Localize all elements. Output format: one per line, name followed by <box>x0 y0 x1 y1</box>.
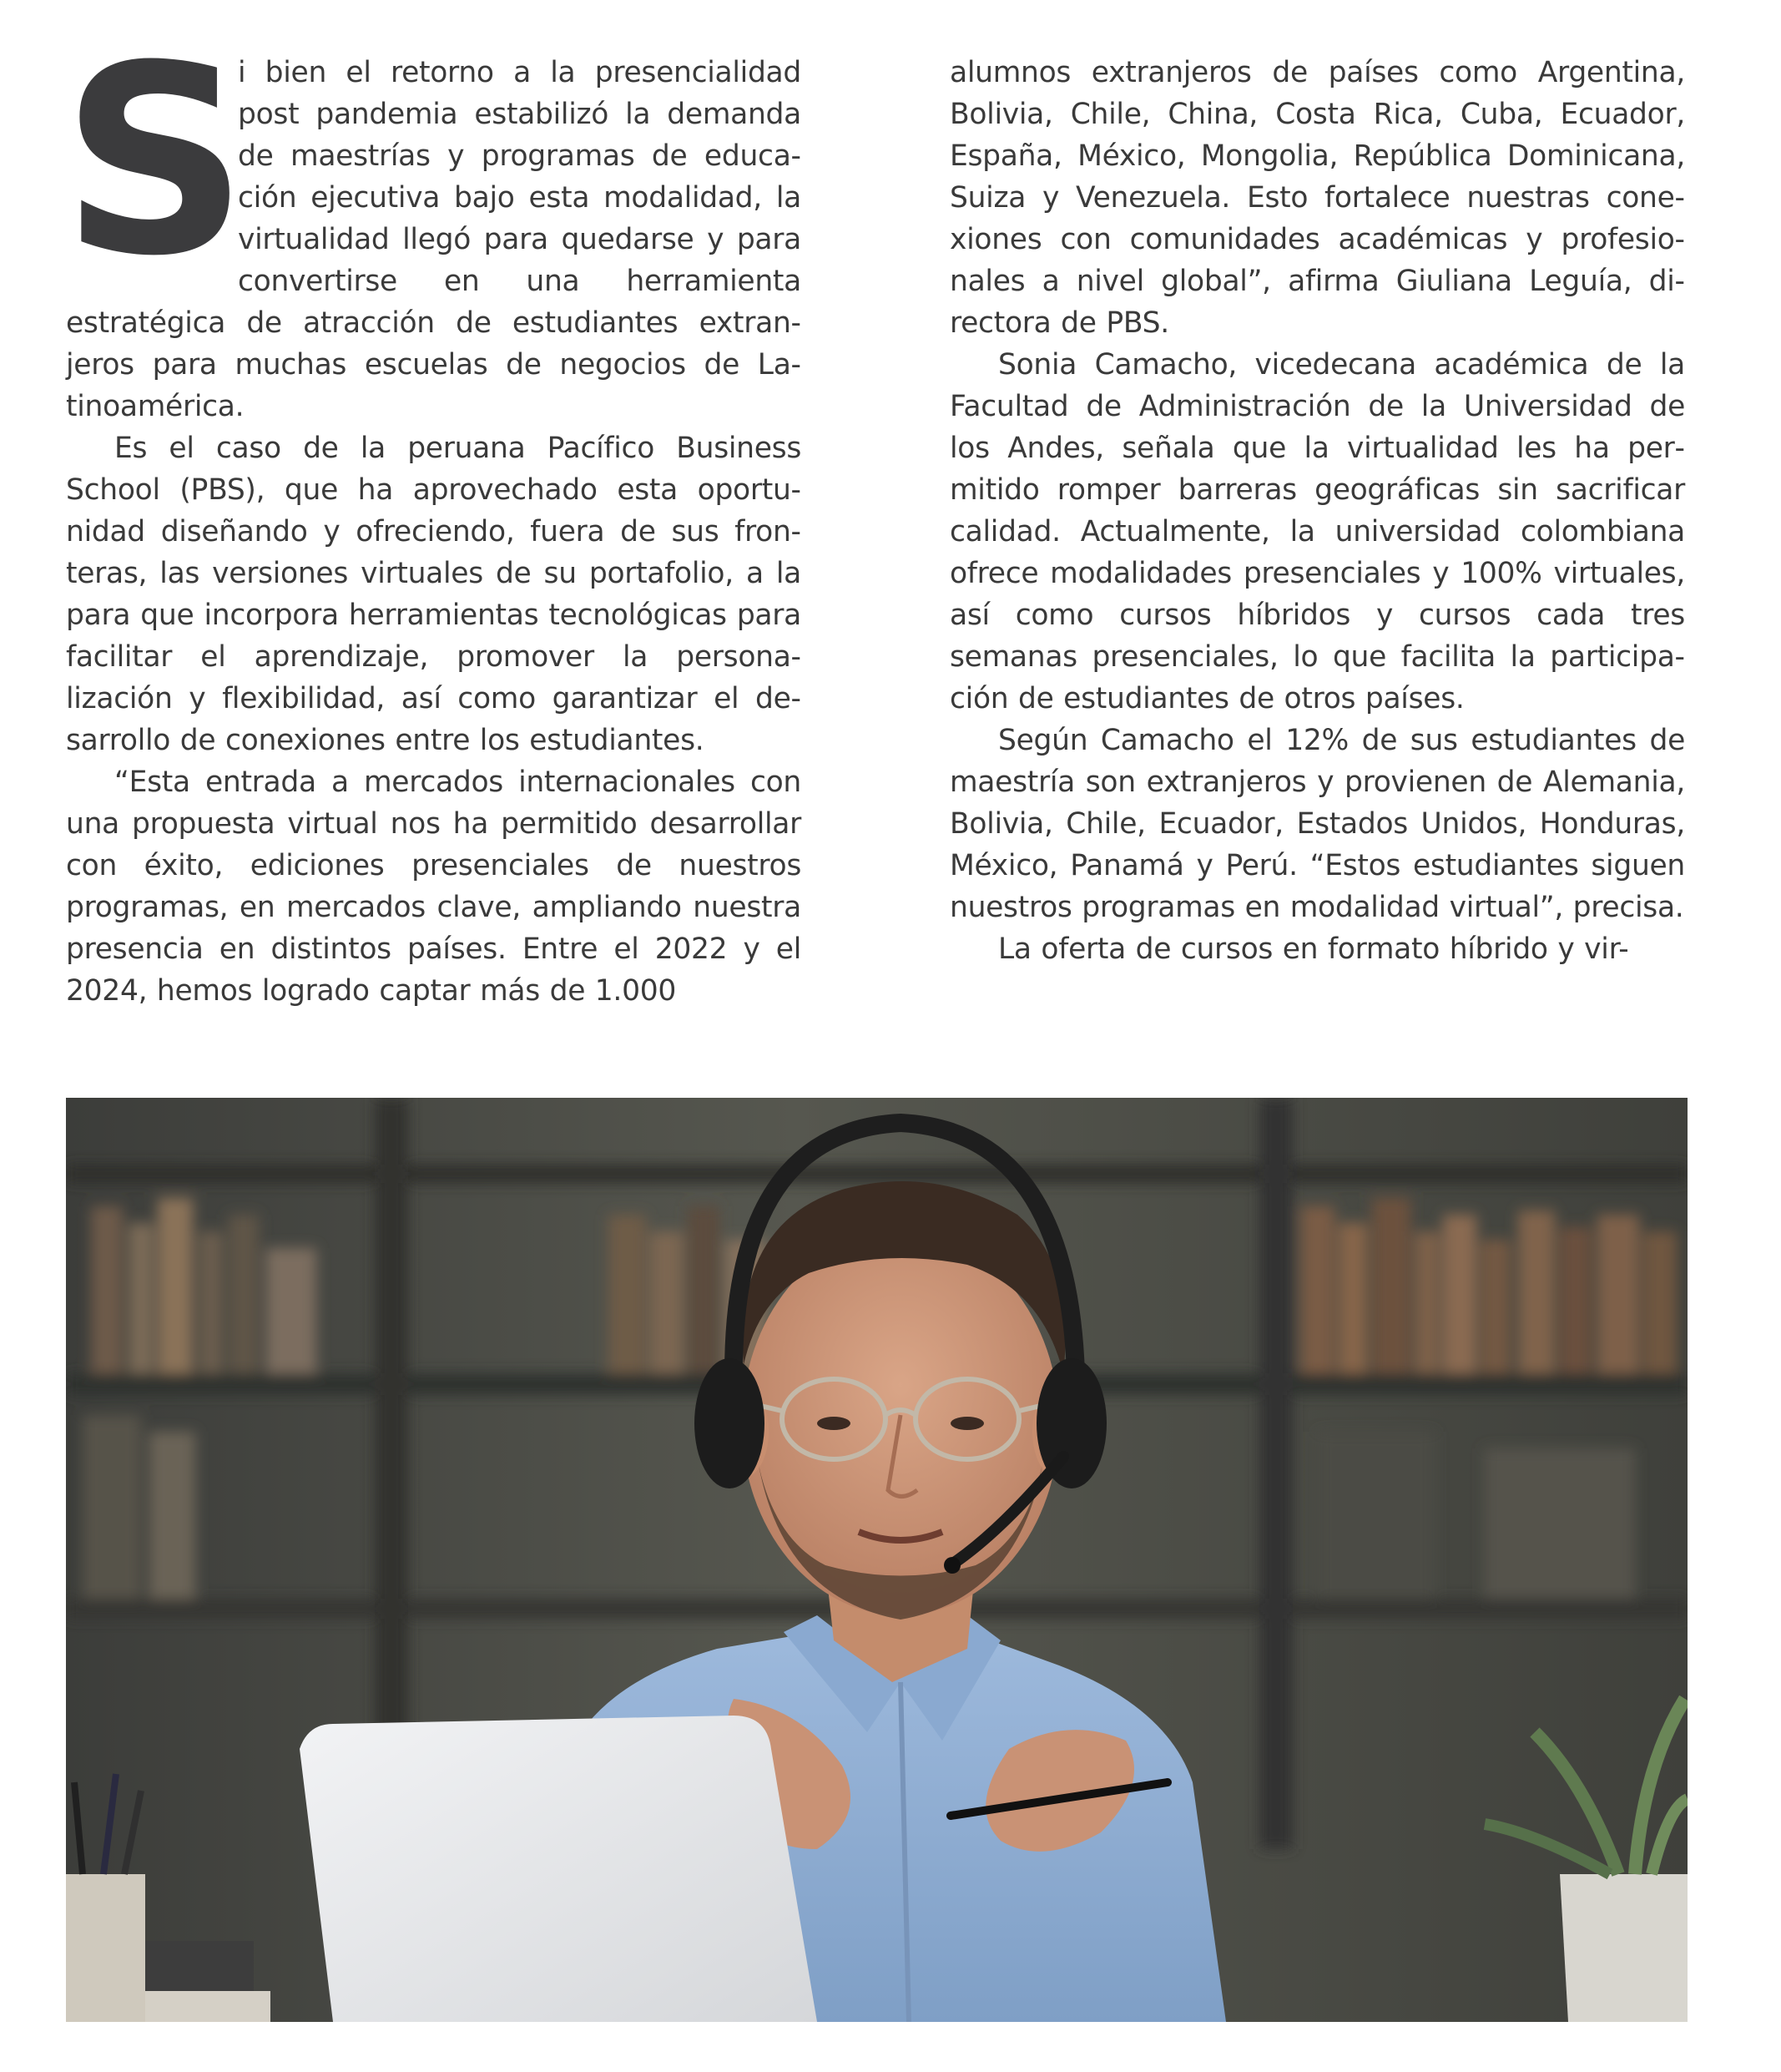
paragraph-intro <box>61 9 801 427</box>
laptop <box>300 1716 817 2022</box>
article-column-right <box>950 52 1685 970</box>
paragraph-hybrid-offer: La oferta de cursos en formato híbrido y vir- <box>998 932 1629 966</box>
paragraph-camacho-stats: Según Camacho el 12% de sus estudiantes de maestría son extranjeros y provienen de Alemania, Bolivia, Chile, Ecuador, Estados Unidos, Honduras, México, Panamá y Perú. “Estos estudiantes siguen nuestros programas en modalidad virtual”, precisa. <box>950 724 1685 924</box>
paragraph-quote-leguia: “Esta entrada a mercados internacionales con una propuesta virtual nos ha permitido desarrollar con éxito, ediciones presenciales de nuestros programas, en mercados clave, ampliando nuestra presencia en distintos países. Entre el 2022 y el 2024, hemos logrado captar más de 1.000 <box>66 766 801 1008</box>
photo-illustration <box>66 1098 1688 2022</box>
paragraph-pbs: Es el caso de la peruana Pacífico Business School (PBS), que ha aprovechado esta oportunidad diseñando y ofreciendo, fuera de sus fronteras, las versiones virtuales de su portafolio, a la para que incorpora herramientas tecnológicas para facilitar el aprendizaje, promover la personalización y flexibilidad, así como garantizar el desarrollo de conexiones entre los estudiantes. <box>66 432 801 757</box>
article-photo <box>66 1098 1688 2022</box>
paragraph-camacho: Sonia Camacho, vicedecana académica de la Facultad de Administración de la Universidad de los Andes, señala que la virtualidad les ha permitido romper barreras geográficas sin sacrificar calidad. Actualmente, la universidad colombiana ofrece modalidades presenciales y 100% virtuales, así como cursos híbridos y cursos cada tres semanas presenciales, lo que facilita la participación de estudiantes de otros países. <box>950 348 1685 715</box>
article-column-left <box>61 9 801 1012</box>
paragraph-intro-text: i bien el retorno a la presencialidad post pandemia estabilizó la demanda de maestrías y programas de educación ejecutiva bajo esta modalidad, la virtualidad llegó para quedarse y para convertirse en una herramienta estratégica de atracción de estudiantes extranjeros para muchas escuelas de negocios de Latinoamérica. <box>66 56 801 423</box>
paragraph-quote-continued: alumnos extranjeros de países como Argentina, Bolivia, Chile, China, Costa Rica, Cuba, Ecuador, España, México, Mongolia, República Dominicana, Suiza y Venezuela. Esto fortalece nuestras conexiones con comunidades académicas y profesionales a nivel global”, afirma Giuliana Leguía, directora de PBS. <box>950 56 1685 340</box>
drop-cap: S <box>61 9 244 313</box>
